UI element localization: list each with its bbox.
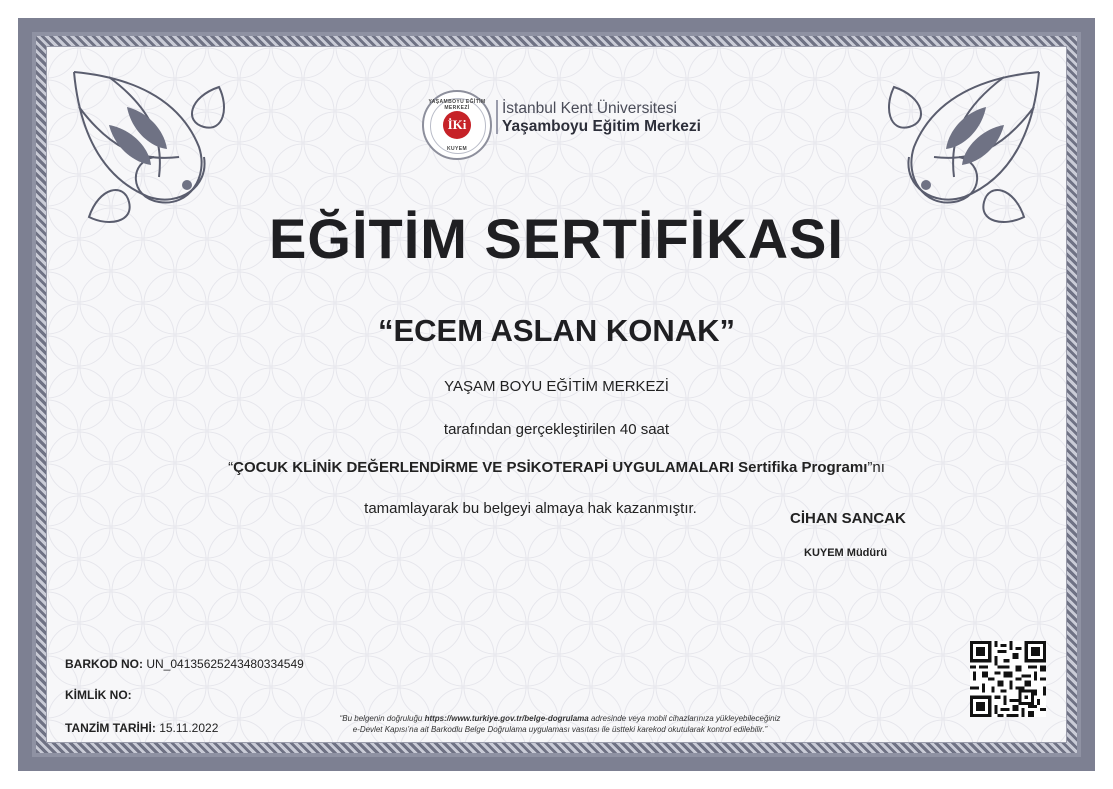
verification-note (280, 713, 840, 735)
logo-divider (496, 100, 498, 134)
issuer-line: YAŞAM BOYU EĞİTİM MERKEZİ (444, 378, 669, 395)
verification-url: https://www.turkiye.gov.tr/belge-dogrulama (424, 714, 589, 723)
duration-line: tarafından gerçekleştirilen 40 saat (443, 421, 670, 438)
issue-date-row (65, 721, 218, 735)
logo-university-name: İstanbul Kent Üniversitesi (502, 100, 677, 117)
completion-line: tamamlayarak bu belgeyi almaya hak kazanmıştır. (364, 500, 697, 517)
id-row (65, 688, 132, 702)
seal-emblem (422, 90, 492, 160)
barcode-label: BARKOD NO: (65, 657, 143, 671)
qr-code (970, 641, 1046, 717)
certificate-title: EĞİTİM SERTİFİKASI (269, 207, 844, 270)
barcode-row (65, 657, 304, 671)
barcode-value: UN_04135625243480334549 (143, 657, 304, 671)
seal-monogram: İKi (443, 111, 471, 139)
issue-date-value: 15.11.2022 (155, 721, 219, 735)
logo-center-name: Yaşamboyu Eğitim Merkezi (502, 118, 701, 135)
signatory-name: CİHAN SANCAK (790, 510, 906, 527)
seal-top-text: YAŞAMBOYU EĞİTİM MERKEZİ (428, 99, 486, 111)
program-open-quote: “ (228, 459, 234, 476)
verification-suffix: adresinde veya mobil cihazlarınıza yükleyebileceğiniz (588, 714, 781, 723)
id-label: KİMLİK NO: (65, 688, 132, 702)
verification-prefix: “Bu belgenin doğruluğu (339, 714, 425, 723)
signatory-title: KUYEM Müdürü (804, 547, 888, 559)
recipient-name: “ECEM ASLAN KONAK” (377, 313, 736, 348)
program-name: ÇOCUK KLİNİK DEĞERLENDİRME VE PSİKOTERAPİ UYGULAMALARI Sertifika Programı (233, 459, 868, 476)
program-line (0, 459, 1113, 476)
university-logo (422, 90, 712, 165)
verification-line2: e-Devlet Kapısı’na ait Barkodlu Belge Doğrulama uygulaması vasıtası ile üstteki karekod okutularak kontrol edilebilir.” (352, 725, 768, 734)
seal-bottom-text: KUYEM (446, 146, 468, 152)
program-suffix: ”nı (867, 459, 885, 476)
issue-date-label: TANZİM TARİHİ: (65, 721, 156, 735)
